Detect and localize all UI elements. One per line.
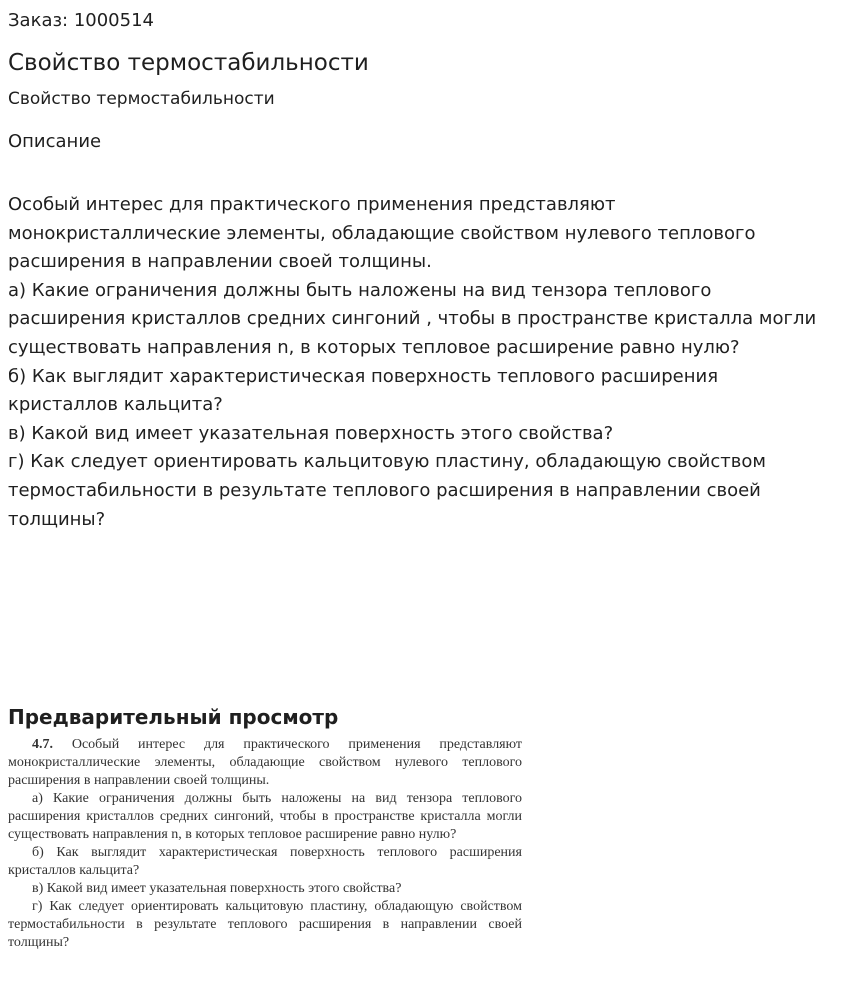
preview-question-c: в) Какой вид имеет указательная поверхность этого свойства?	[32, 881, 402, 896]
description-question-c: в) Какой вид имеет указательная поверхность этого свойства?	[8, 422, 614, 444]
preview-intro-text: Особый интерес для практического применения представляют монокристаллические элементы, обладающие свойством нулевого теплового расширения в направлении своей толщины.	[8, 737, 522, 788]
order-number: Заказ: 1000514	[8, 10, 154, 31]
description-intro: Особый интерес для практического применения представляют монокристаллические элементы, обладающие свойством нулевого теплового расширения в направлении своей толщины.	[8, 194, 756, 273]
preview-question-d: г) Как следует ориентировать кальцитовую пластину, обладающую свойством термостабильности в результате теплового расширения в направлении своей толщины?	[8, 899, 522, 950]
preview-question-b: б) Как выглядит характеристическая поверхность теплового расширения кристаллов кальцита?	[8, 845, 522, 878]
page-subtitle: Свойство термостабильности	[8, 89, 275, 109]
preview-scan-image	[8, 736, 522, 982]
description-heading: Описание	[8, 131, 102, 152]
description-body	[8, 191, 828, 534]
preview-problem-number: 4.7.	[32, 737, 53, 752]
preview-heading: Предварительный просмотр	[8, 705, 339, 729]
description-question-a: а) Какие ограничения должны быть наложены на вид тензора теплового расширения кристаллов средних сингоний , чтобы в пространстве кристалла могли существовать направления n, в которых тепловое расширение равно нулю?	[8, 279, 817, 358]
preview-question-a: а) Какие ограничения должны быть наложены на вид тензора теплового расширения кристаллов средних сингоний, чтобы в пространстве кристалла могли существовать направления n, в которых тепловое расширение равно нулю?	[8, 791, 522, 842]
page-title: Свойство термостабильности	[8, 50, 369, 76]
description-question-d: г) Как следует ориентировать кальцитовую пластину, обладающую свойством термостабильности в результате теплового расширения в направлении своей толщины?	[8, 451, 766, 530]
preview-intro	[8, 736, 522, 790]
description-question-b: б) Как выглядит характеристическая поверхность теплового расширения кристаллов кальцита?	[8, 365, 719, 416]
